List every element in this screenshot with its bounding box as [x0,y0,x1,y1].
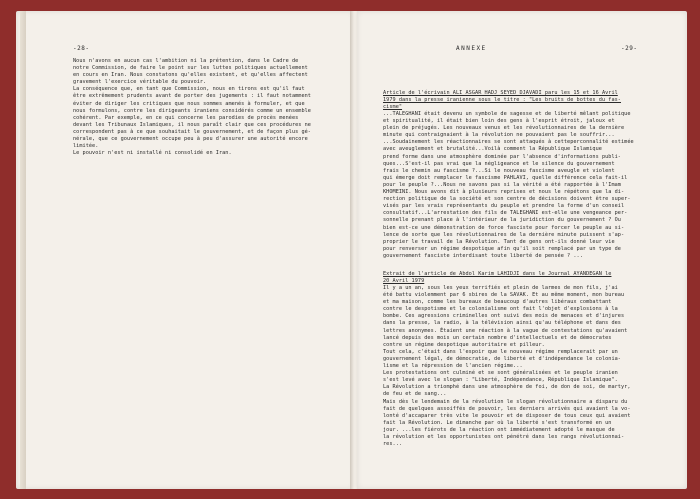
article-2-body-line: bombe. Ces agressions criminelles ont suivi des mois de menaces et d'injures [383,313,625,320]
article-2-body-line: contre le despotisme et le colonialisme ont fait l'objet d'explosions à la [383,306,618,313]
article-2-title-line: Extrait de l'article de Abdol Karim LAHIDJI dans le Journal AYANDEGAN le [383,271,612,277]
article-2-body-line: été battu violemment par 6 sbires de la SAVAK. Et au même moment, mon bureau [383,292,625,299]
article-2-body-line: Mais dès le lendemain de la révolution le slogan révolutionnaire a disparu du [383,398,628,405]
article-2-body-line: jour. ...les fiérots de la réaction ont immédiatement adopté le masque de [383,426,615,433]
article-2-body-line: fait la Révolution. Le dimanche par où la liberté s'est transformé en un [383,419,612,426]
article-2-body-line: La Révolution a triomphé dans une atmosphère de foi, de don de soi, de martyr, [383,384,631,391]
left-page-number: -28- [73,45,90,52]
left-page-line: correspondent pas à ce que souhaitait le gouvernement, et de façon plus gé- [73,128,311,135]
article-1-body-line: plein de préjugés. Les nouveaux venus et les révolutionnaires de la dernière [383,125,625,132]
left-page-line: en cours en Iran. Nous constatons qu'elles existent, et qu'elles affectent [73,72,308,79]
article-1-body-line: lence de sorte que les révolutionnaires de la dernière minute puissent s'ap- [383,231,625,238]
article-1-title [383,90,621,111]
article-1-body-line: proprier le travail de la Révolution. Tant de gens ont-ils donné leur vie [383,238,615,245]
right-page-number: -29- [621,45,638,52]
article-2-body-line: dans la presse, la radio, à la télévision ainsi qu'au téléphone et dans des [383,320,621,327]
article-1-body-line: sonnelle prenant place à l'intérieur de la juridiction du gouvernement ? Ou [383,217,621,224]
article-1-body-line: pour renverser un régime despotique afin qu'il soit remplacé par un type de [383,245,621,252]
article-1-body-line: minute qui contraignaient à la révolution ne pouvaient pas le souffrir... [383,132,615,139]
left-page-line: nérale, que ce gouvernement occupe peu à peu d'assurer une autorité encore [73,136,308,143]
article-1-body-line: avec aveuglement et brutalité...Voilà comment la République Islamique [383,146,602,153]
left-page-body [73,58,311,157]
article-1-body [383,111,634,260]
article-2-body-line: de feu et de sang... [383,391,447,398]
article-2-body-line: fait de quelques assoiffés de pouvoir, les derniers arrivés qui avaient la vo- [383,405,631,412]
article-1-title-line: Article de l'écrivain ALI ASGAR HADJ SEYED DJAVADI paru les 15 et 16 Avril [383,90,618,96]
annex-header: ANNEXE [456,45,487,52]
article-1-body-line: bien est-ce une démonstration de force fasciste pour forcer le peuple au si- [383,224,625,231]
left-page-line: notre Commission, de faire le point sur les luttes politiques actuellement [73,65,308,72]
article-1-body-line: ...Soudainement les réactionnaires se sont attaqués à cetteperconnalité estimée [383,139,634,146]
left-page-line: éviter de diriger les critiques que nous sommes amenés à formuler, et que [73,100,305,107]
article-2-body-line: la révolution et les opportunistes ont pénétré dans les rangs révolutionnai- [383,433,625,440]
article-2-body-line: res... [383,441,403,448]
article-1-body-line: ques...S'est-il pas vrai que la négligeance et le silence du gouvernement [383,160,615,167]
article-2-body-line: lisme et la répression de l'ancien régime... [383,363,523,370]
article-1-body-line: visés par les vrais représentants du peuple et prendre la forme d'un conseil [383,203,625,210]
article-1-body-line: frais le chemin au fascisme ?...Si le nouveau fascisme aveugle et violent [383,167,615,174]
article-2-body [383,285,631,448]
left-page-line: Nous n'avons en aucun cas l'ambition ni la prétention, dans le Cadre de [73,58,299,64]
left-page-line: nous formulons, contre les dirigeants iraniens considérés comme un ensemble [73,107,311,114]
article-1-body-line: prend forme dans une atmosphère dominée par l'absence d'informations publi- [383,153,621,160]
article-1-body-line: consultatif...L'arrestation des fils de TALEGHANI est-elle une vengeance per- [383,210,628,217]
article-2-body-line: gouvernement légal, de démocratie, de liberté et d'indépendance le colonia- [383,355,621,362]
article-2-body-line: lancé depuis des mois un certain nombre d'intellectuels et de démocrates [383,334,612,341]
left-page-line: être extrêmement prudents avant de porter des jugements : il faut notamment [73,93,311,100]
left-page-line: cohérent. Par exemple, en ce qui concerne les parodies de procès menées [73,114,299,121]
article-2-body-line: lettres anonymes. Étaient une réaction à la vague de contestations qu'avaient [383,327,628,334]
article-2-body-line: Il y a un an, sous les yeux terrifiés et plein de larmes de mon fils, j'ai [383,285,618,291]
left-page-line: Le pouvoir n'est ni installé ni consolidé en Iran. [73,150,232,157]
left-page-line: gravement l'exercice véritable du pouvoir. [73,79,207,86]
article-1-body-line: gouvernement fasciste interdisant toute liberté de pensée ? ... [383,252,583,259]
article-1-body-line: pour le peuple ?...Nous ne savons pas si la vérité a été rapportée à l'Imam [383,181,621,188]
left-page-line: devant les Tribunaux Islamiques, il nous paraît clair que ces procédures ne [73,121,311,128]
left-page-line: limitée. [73,143,99,150]
article-1-body-line: ...TALEGHANI était devenu un symbole de sagesse et de liberté mêlant politique [383,111,631,117]
article-1-title-line: 1979 dans la presse iranienne sous le titre : "Les bruits de bottes du fas- [383,97,621,104]
article-1-body-line: et spiritualité, il était bien loin des gens à l'esprit étroit, jaloux et [383,118,615,125]
article-2-title [383,271,611,285]
article-2-body-line: Tout cela, c'était dans l'espoir que le nouveau régime remplacerait par un [383,348,618,355]
article-2-body-line: Les protestations ont culminé et se sont généralisées et le peuple iranien [383,370,618,377]
article-1-body-line: KHOMEINI. Nous avons dit à plusieurs reprises et nous le répétons que la di- [383,189,625,196]
article-2-title-line: 20 Avril 1979 [383,278,425,285]
article-1-title-line: cisme" [383,104,403,111]
article-1-body-line: rection politique de la société et son centre de décisions doivent être super- [383,196,631,203]
article-2-body-line: lonté d'accaparer très vite le pouvoir et de disposer de tous ceux qui avaient [383,412,631,419]
article-2-body-line: et ma maison, comme les bureaux de beaucoup d'autres libéraux combattant [383,299,612,306]
left-page-line: La conséquence que, en tant que Commission, nous en tirons est qu'il faut [73,86,305,93]
page-edge [20,11,26,489]
article-2-body-line: contre un régime despotique autoritaire et pilleur. [383,341,545,348]
article-1-body-line: qui émerge doit remplacer le fascisme PAHLAVI, quelle différence cela fait-il [383,174,628,181]
article-2-body-line: s'est levé avec le slogan : "Liberté, Indépendance, République Islamique". [383,377,618,384]
